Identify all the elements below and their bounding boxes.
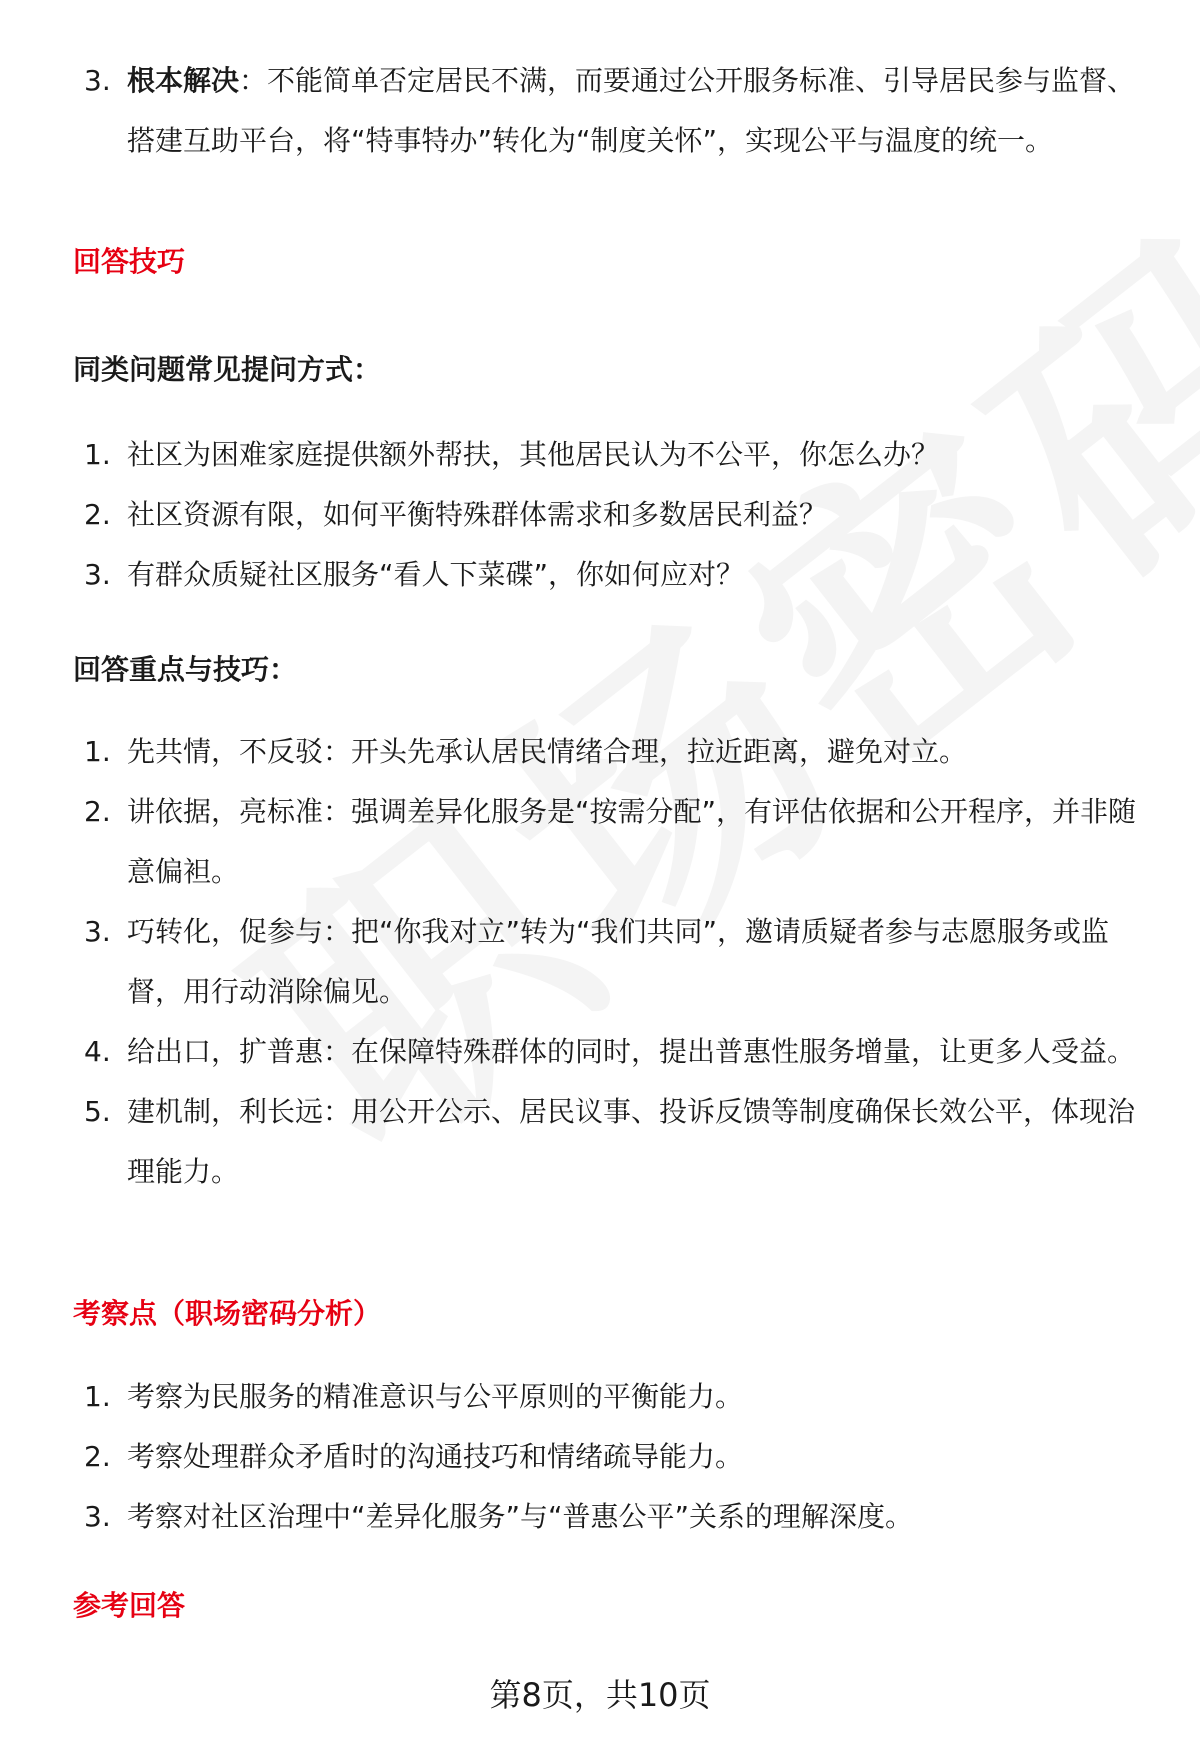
list-number: 5. (84, 1095, 111, 1128)
key-points-section (0, 722, 1200, 1202)
list-number: 3. (84, 915, 111, 948)
similar-questions-section (0, 425, 1200, 605)
list-item-text: 社区为困难家庭提供额外帮扶，其他居民认为不公平，你怎么办？ (127, 438, 940, 471)
list-item-text: 考察对社区治理中“差异化服务”与“普惠公平”关系的理解深度。 (127, 1500, 914, 1533)
list-item (0, 782, 1200, 902)
list-item (0, 51, 1200, 171)
list-item-lead: 根本解决 (127, 64, 240, 97)
list-item (0, 1082, 1200, 1202)
heading-similar-questions: 同类问题常见提问方式： (73, 353, 382, 386)
list-number: 2. (84, 1440, 111, 1473)
list-item-text: 考察处理群众矛盾时的沟通技巧和情绪疏导能力。 (127, 1440, 744, 1473)
examine-points-section (0, 1367, 1200, 1547)
list-item-text: 考察为民服务的精准意识与公平原则的平衡能力。 (127, 1380, 744, 1413)
list-item (0, 485, 1200, 545)
top-list-section (0, 51, 1200, 171)
list-item (0, 1487, 1200, 1547)
similar-questions-list (0, 425, 1200, 605)
list-number: 4. (84, 1035, 111, 1068)
list-item-text: 建机制，利长远：用公开公示、居民议事、投诉反馈等制度确保长效公平，体现治理能力。 (127, 1095, 1136, 1188)
list-item-text: 给出口，扩普惠：在保障特殊群体的同时，提出普惠性服务增量，让更多人受益。 (127, 1035, 1136, 1068)
list-item (0, 1022, 1200, 1082)
top-list (0, 51, 1200, 171)
heading-answer-skills: 回答技巧 (73, 245, 186, 278)
list-number: 1. (84, 735, 111, 768)
list-item (0, 545, 1200, 605)
heading-reference-answer: 参考回答 (73, 1589, 186, 1622)
list-item (0, 902, 1200, 1022)
heading-key-points: 回答重点与技巧： (73, 653, 298, 686)
list-number: 1. (84, 1380, 111, 1413)
list-item-text: 先共情，不反驳：开头先承认居民情绪合理，拉近距离，避免对立。 (127, 735, 968, 768)
list-item-text: 有群众质疑社区服务“看人下菜碟”，你如何应对？ (127, 558, 745, 591)
list-number: 2. (84, 498, 111, 531)
heading-examine-points: 考察点（职场密码分析） (73, 1297, 382, 1330)
list-number: 3. (84, 64, 111, 97)
list-number: 2. (84, 795, 111, 828)
list-item-text: 巧转化，促参与：把“你我对立”转为“我们共同”，邀请质疑者参与志愿服务或监督，用行动消除偏见。 (127, 915, 1110, 1008)
list-item (0, 722, 1200, 782)
list-item (0, 425, 1200, 485)
list-number: 1. (84, 438, 111, 471)
list-item-text: 讲依据，亮标准：强调差异化服务是“按需分配”，有评估依据和公开程序，并非随意偏袒。 (127, 795, 1137, 888)
list-item (0, 1367, 1200, 1427)
page-number: 第8页，共10页 (489, 1676, 711, 1714)
list-number: 3. (84, 1500, 111, 1533)
list-item-text: ：不能简单否定居民不满，而要通过公开服务标准、引导居民参与监督、搭建互助平台，将“特事特办”转化为“制度关怀”，实现公平与温度的统一。 (127, 64, 1136, 157)
list-item-text: 社区资源有限，如何平衡特殊群体需求和多数居民利益？ (127, 498, 828, 531)
list-item (0, 1427, 1200, 1487)
examine-points-list (0, 1367, 1200, 1547)
list-number: 3. (84, 558, 111, 591)
key-points-list (0, 722, 1200, 1202)
